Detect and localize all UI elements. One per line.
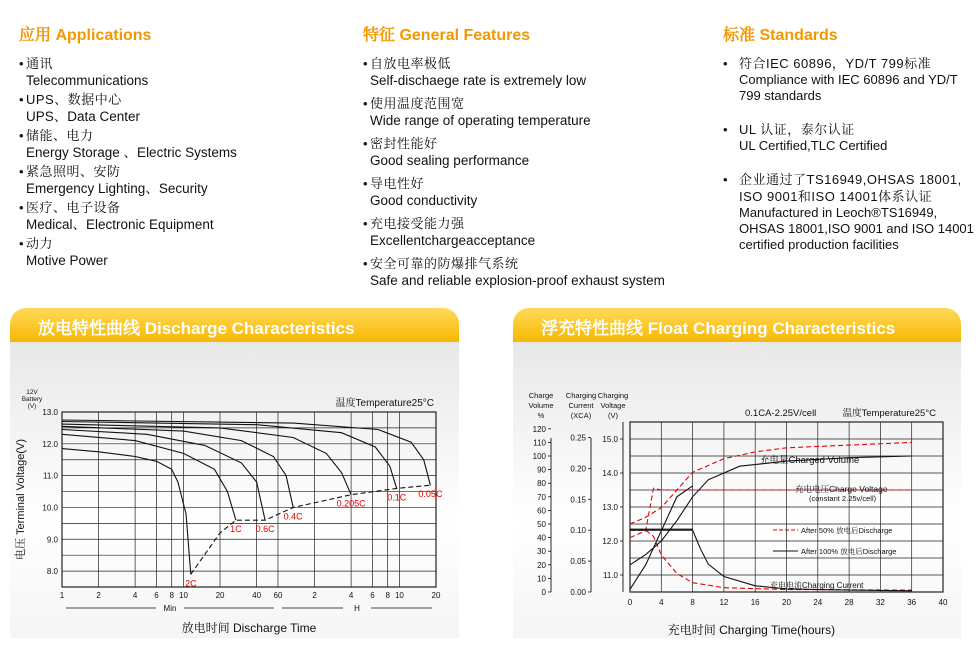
item-en: Manufactured in Leoch®TS16949, OHSAS 18001,ISO 9001 and ISO 14001 certified production facilities — [739, 205, 974, 252]
axis-tick-label: 0.15 — [570, 495, 586, 505]
item-zh: 动力 — [26, 236, 54, 251]
item-en: Good conductivity — [370, 193, 478, 208]
legend-label: After 50% 放电后Discharge — [801, 526, 893, 535]
discharge-panel — [10, 342, 459, 638]
list-item — [19, 199, 319, 233]
axis-tick-label: 40 — [537, 533, 546, 543]
float-banner — [513, 308, 961, 342]
y-tick-label: 8.0 — [46, 567, 58, 577]
x-tick-label: 40 — [938, 598, 948, 607]
x-tick-label: 20 — [431, 591, 441, 600]
x-tick-label: 10 — [394, 591, 404, 600]
float-banner-title: 浮充特性曲线 Float Charging Characteristics — [541, 319, 896, 338]
axis-header-label: Charging — [597, 391, 629, 400]
temperature-annotation: 温度Temperature25°C — [335, 398, 434, 409]
item-zh: 储能、电力 — [26, 128, 94, 143]
item-en: Self-dischaege rate is extremely low — [370, 73, 587, 88]
x-tick-label: 2 — [312, 591, 317, 600]
item-en: Medical、Electronic Equipment — [26, 217, 214, 232]
item-zh: 充电接受能力强 — [370, 216, 465, 231]
bullet-icon: • — [723, 122, 728, 137]
axis-tick-label: 0.00 — [570, 588, 586, 597]
y-axis-label: 电压 Terminal Voltage(V) — [15, 438, 27, 561]
list-item — [723, 55, 978, 104]
x-tick-label: 20 — [215, 591, 225, 600]
x-tick-label: 4 — [132, 591, 138, 600]
x-tick-label: 8 — [169, 591, 174, 600]
series-label: 充电量Charged Volume — [760, 455, 860, 466]
series-label: 0.6C — [255, 524, 275, 535]
series-label: 0.4C — [283, 511, 303, 522]
y-tick-label: 13.0 — [42, 408, 58, 417]
axis-tick-label: 14.0 — [602, 469, 618, 478]
list-item — [363, 215, 703, 249]
x-axis-label: 充电时间 Charging Time(hours) — [667, 623, 836, 637]
x-tick-label: 28 — [844, 598, 854, 607]
item-zh: UPS、数据中心 — [26, 92, 122, 107]
item-en: Motive Power — [26, 253, 108, 268]
item-en: Safe and reliable explosion-proof exhaust system — [370, 273, 665, 288]
float-charging-chart — [513, 342, 961, 638]
y-axis-top-label: 12V — [26, 389, 38, 396]
bullet-icon: • — [19, 128, 24, 143]
item-zh: 医疗、电子设备 — [26, 200, 121, 215]
x-tick-label: 40 — [252, 591, 262, 600]
bullet-icon: • — [19, 56, 24, 71]
y-axis-top-label: Battery — [21, 396, 43, 403]
axis-header-label: Charge — [528, 391, 554, 400]
item-en: Compliance with IEC 60896 and YD/T 799 standards — [739, 72, 958, 103]
axis-tick-label: 20 — [537, 560, 546, 570]
x-tick-label: 8 — [690, 598, 695, 607]
item-zh: 导电性好 — [370, 176, 425, 191]
axis-tick-label: 0.20 — [570, 464, 586, 474]
discharge-curve-0.6C — [62, 430, 265, 521]
features-title: 特征 General Features — [363, 27, 531, 44]
list-item — [363, 135, 703, 169]
axis-tick-label: 80 — [537, 479, 546, 489]
axis-tick-label: 70 — [537, 492, 546, 502]
axis-tick-label: 0 — [541, 588, 546, 597]
y-tick-label: 12.0 — [42, 439, 58, 449]
item-en: Emergency Lighting、Security — [26, 181, 208, 196]
list-item — [363, 175, 703, 209]
rate-annotation: 0.1CA-2.25V/cell — [745, 408, 817, 419]
bullet-icon: • — [19, 200, 24, 215]
series-label: (constant 2.25v/cell) — [809, 494, 877, 503]
axis-tick-label: 11.0 — [603, 571, 618, 580]
item-zh: UL 认证，泰尔认证 — [739, 122, 855, 137]
item-zh: 自放电率极低 — [370, 56, 452, 71]
bullet-icon: • — [363, 176, 368, 191]
list-item — [19, 91, 319, 125]
x-tick-label: 2 — [96, 591, 101, 600]
item-zh: 使用温度范围宽 — [370, 96, 465, 111]
item-zh: 符合IEC 60896，YD/T 799标准 — [739, 56, 932, 71]
list-item — [19, 55, 319, 89]
series-label: 2C — [185, 578, 197, 589]
item-zh: 密封性能好 — [370, 136, 438, 151]
axis-tick-label: 100 — [532, 452, 546, 461]
legend-label: After 100% 放电后Discharge — [801, 547, 897, 556]
x-unit-label: Min — [163, 604, 177, 613]
axis-header-label: % — [537, 411, 545, 420]
bullet-icon: • — [363, 136, 368, 151]
series-label: 充电电压Charge Voltage — [795, 484, 888, 494]
axis-header-label: (XCA) — [570, 411, 592, 420]
applications-list — [19, 55, 319, 269]
axis-tick-label: 120 — [532, 424, 546, 434]
float-panel — [513, 342, 961, 638]
x-tick-label: 12 — [719, 598, 729, 607]
item-en: Wide range of operating temperature — [370, 113, 591, 128]
axis-header-label: Volume — [528, 401, 554, 410]
bullet-icon: • — [19, 236, 24, 251]
applications-title: 应用 Applications — [19, 27, 152, 44]
axis-tick-label: 110 — [533, 438, 546, 448]
x-tick-label: 32 — [875, 598, 885, 607]
bullet-icon: • — [363, 56, 368, 71]
series-label: 0.1C — [387, 492, 407, 503]
x-tick-label: 4 — [659, 598, 664, 607]
item-en: UL Certified,TLC Certified — [739, 138, 888, 153]
axis-tick-label: 0.25 — [570, 433, 586, 443]
axis-tick-label: 10 — [537, 574, 546, 584]
x-tick-label: 6 — [154, 591, 159, 600]
x-tick-label: 36 — [907, 598, 917, 607]
features-section — [363, 0, 703, 295]
list-item — [363, 55, 703, 89]
x-axis-label: 放电时间 Discharge Time — [181, 621, 317, 635]
axis-tick-label: 60 — [537, 506, 546, 516]
item-zh: 企业通过了TS16949,OHSAS 18001, ISO 9001和ISO 14001体系认证 — [739, 172, 962, 204]
axis-tick-label: 13.0 — [602, 503, 618, 512]
applications-section — [19, 0, 319, 271]
list-item — [19, 235, 319, 269]
x-tick-label: 8 — [385, 591, 390, 600]
standards-title: 标准 Standards — [723, 27, 838, 44]
x-tick-label: 16 — [750, 598, 760, 607]
series-label: 1C — [230, 524, 242, 535]
list-item — [363, 95, 703, 129]
x-tick-label: 24 — [813, 598, 823, 607]
list-item — [723, 171, 978, 253]
bullet-icon: • — [363, 216, 368, 231]
axis-tick-label: 90 — [537, 465, 546, 475]
discharge-curve-0.1C — [62, 422, 397, 489]
series-label: 0.205C — [336, 498, 366, 509]
features-list — [363, 55, 703, 289]
discharge-curve-0.4C — [62, 426, 293, 507]
x-tick-label: 60 — [273, 591, 283, 600]
item-zh: 通讯 — [26, 56, 54, 71]
axis-tick-label: 30 — [537, 547, 546, 557]
plot-frame — [62, 412, 436, 587]
item-en: UPS、Data Center — [26, 109, 141, 124]
series-label: 0.05C — [418, 489, 443, 500]
axis-tick-label: 0.05 — [570, 557, 586, 567]
x-tick-label: 4 — [348, 591, 354, 600]
item-en: Good sealing performance — [370, 153, 530, 168]
x-tick-label: 6 — [370, 591, 375, 600]
discharge-chart — [10, 342, 459, 638]
bullet-icon: • — [363, 256, 368, 271]
item-en: Energy Storage 、Electric Systems — [26, 145, 237, 160]
y-tick-label: 10.0 — [42, 503, 58, 513]
x-tick-label: 1 — [59, 591, 65, 600]
x-tick-label: 10 — [179, 591, 188, 600]
item-zh: 安全可靠的防爆排气系统 — [370, 256, 519, 271]
item-en: Excellentchargeacceptance — [370, 233, 536, 248]
discharge-banner — [10, 308, 459, 342]
list-item — [19, 127, 319, 161]
bullet-icon: • — [723, 56, 728, 71]
item-en: Telecommunications — [26, 73, 149, 88]
axis-tick-label: 50 — [537, 520, 546, 529]
x-unit-label: H — [354, 604, 360, 613]
item-zh: 紧急照明、安防 — [26, 164, 121, 179]
bullet-icon: • — [19, 164, 24, 179]
discharge-banner-title: 放电特性曲线 Discharge Characteristics — [38, 319, 355, 338]
axis-header-label: Charging — [565, 391, 597, 400]
list-item — [723, 121, 978, 154]
axis-tick-label: 12.0 — [602, 537, 618, 546]
list-item — [19, 163, 319, 197]
y-axis-top-label: (V) — [27, 403, 37, 410]
y-tick-label: 11.0 — [43, 471, 58, 481]
series-label: 充电电流Charging Current — [770, 581, 864, 590]
axis-tick-label: 15.0 — [602, 435, 618, 444]
x-tick-label: 0 — [627, 598, 633, 607]
list-item — [363, 255, 703, 289]
axis-header-label: (V) — [608, 411, 618, 420]
axis-header-label: Voltage — [600, 401, 626, 410]
standards-list — [723, 55, 978, 253]
standards-section — [723, 0, 978, 270]
bullet-icon: • — [363, 96, 368, 111]
bullet-icon: • — [723, 172, 728, 187]
axis-header-label: Current — [568, 401, 594, 410]
y-tick-label: 9.0 — [46, 535, 58, 545]
temperature-annotation: 温度Temperature25°C — [842, 408, 936, 419]
bullet-icon: • — [19, 92, 24, 107]
x-tick-label: 20 — [782, 598, 791, 607]
axis-tick-label: 0.10 — [570, 526, 586, 536]
